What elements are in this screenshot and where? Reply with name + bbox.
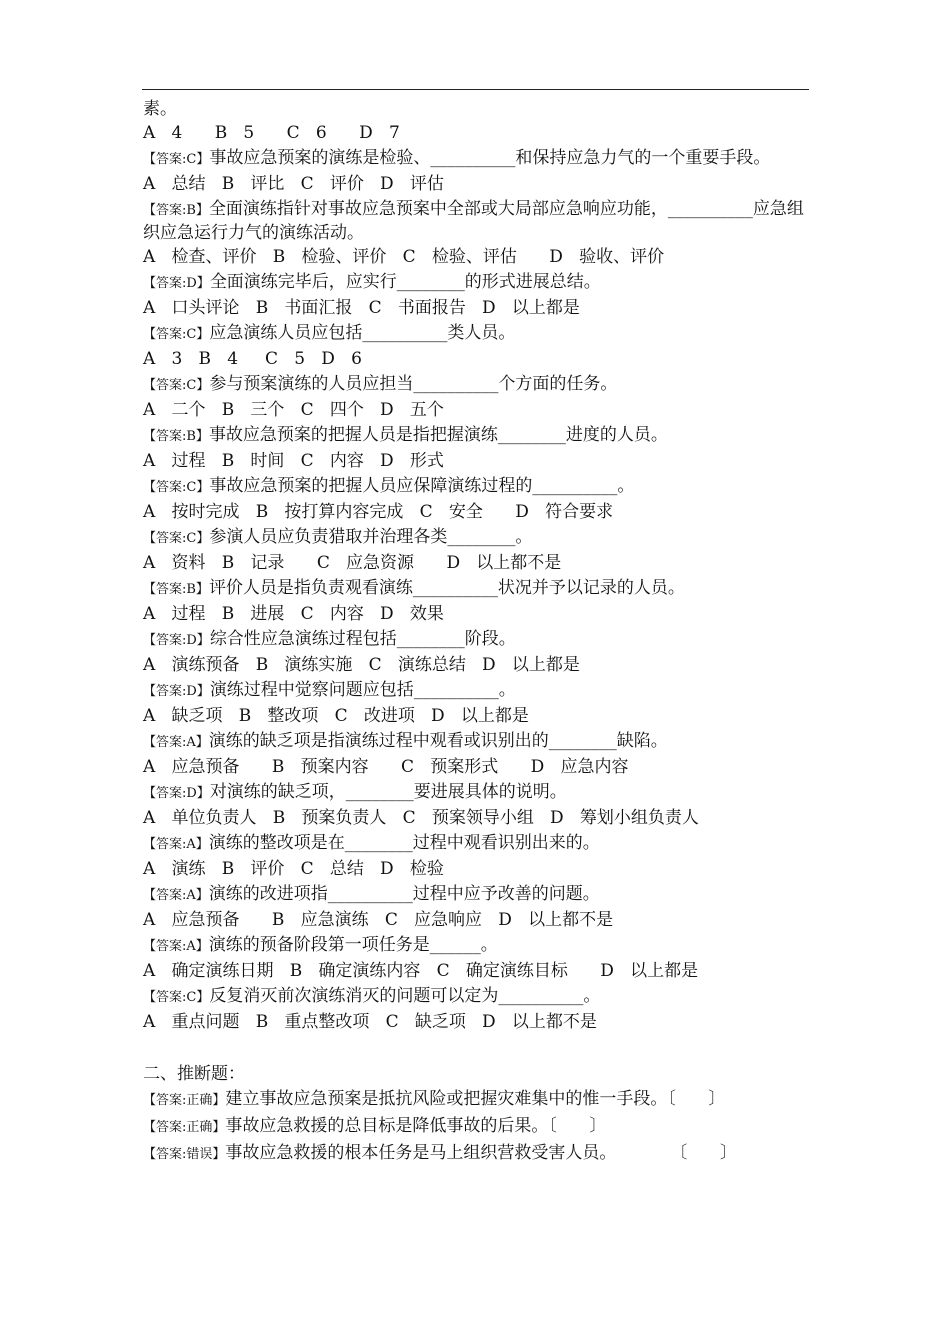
question-text: 参与预案演练的人员应担当__________个方面的任务。 xyxy=(209,374,618,394)
answer-tag: 【答案:A】 xyxy=(143,939,209,954)
options-line: A 演练预备 B 演练实施 C 演练总结 D 以上都是 xyxy=(143,655,580,675)
options-line: A 检查、评价 B 检验、评价 C 检验、评估 D 验收、评价 xyxy=(143,247,665,267)
options-line: A 3 B 4 C 5 D 6 xyxy=(143,349,362,369)
true-false-list xyxy=(143,1088,809,1166)
question-item xyxy=(143,475,809,499)
statement-text: 建立事故应急预案是抵抗风险或把握灾难集中的惟一手段。〔 〕 xyxy=(225,1089,726,1109)
question-text: 演练的改进项指__________过程中应予改善的问题。 xyxy=(208,884,600,904)
options-line: A 口头评论 B 书面汇报 C 书面报告 D 以上都是 xyxy=(143,298,580,318)
question-list xyxy=(143,147,809,1033)
statement-text: 事故应急救援的根本任务是马上组织营救受害人员。 〔 〕 xyxy=(225,1143,737,1163)
answer-tag: 【答案:A】 xyxy=(143,837,209,852)
options-line: A 确定演练日期 B 确定演练内容 C 确定演练目标 D 以上都是 xyxy=(143,961,699,981)
question-text: 演练的缺乏项是指演练过程中观看或识别出的________缺陷。 xyxy=(208,731,668,751)
answer-tag: 【答案:C】 xyxy=(143,152,210,167)
question-text: 评价人员是指负责观看演练__________状况并予以记录的人员。 xyxy=(208,578,685,598)
section-title: 二、推断题： xyxy=(143,1064,245,1084)
options-line: A 应急预备 B 预案内容 C 预案形式 D 应急内容 xyxy=(143,757,629,777)
answer-tag: 【答案:B】 xyxy=(143,203,209,218)
options-line: A 按时完成 B 按打算内容完成 C 安全 D 符合要求 xyxy=(143,502,614,522)
question-text: 全面演练指针对事故应急预案中全部或大局部应急响应功能，__________应急组织应急运行力气的演练活动。 xyxy=(143,199,804,243)
options-line: A 单位负责人 B 预案负责人 C 预案领导小组 D 筹划小组负责人 xyxy=(143,808,699,828)
answer-tag: 【答案:B】 xyxy=(143,429,209,444)
options-line: A 应急预备 B 应急演练 C 应急响应 D 以上都不是 xyxy=(143,910,614,930)
question-text: 事故应急预案的演练是检验、__________和保持应急力气的一个重要手段。 xyxy=(209,148,771,168)
options-line: A 缺乏项 B 整改项 C 改进项 D 以上都是 xyxy=(143,706,529,726)
question-item xyxy=(143,577,809,601)
question-text: 演练的预备阶段第一项任务是______。 xyxy=(208,935,498,955)
answer-tag: 【答案:D】 xyxy=(143,633,210,648)
options-line: A 过程 B 时间 C 内容 D 形式 xyxy=(143,451,444,471)
answer-tag: 【答案:A】 xyxy=(143,735,209,750)
question-item xyxy=(143,373,809,397)
true-false-item xyxy=(143,1088,809,1112)
question-text: 参演人员应负责猎取并治理各类________。 xyxy=(209,527,533,547)
question-item xyxy=(143,424,809,448)
question-item xyxy=(143,730,809,754)
header-rule xyxy=(142,89,809,90)
question-item xyxy=(143,679,809,703)
options-line: A 重点问题 B 重点整改项 C 缺乏项 D 以上都不是 xyxy=(143,1012,597,1032)
question-text: 演练的整改项是在________过程中观看识别出来的。 xyxy=(208,833,600,853)
question-text: 应急演练人员应包括__________类人员。 xyxy=(209,323,516,343)
question-item xyxy=(143,934,809,958)
answer-tag: 【答案:B】 xyxy=(143,582,209,597)
answer-tag: 【答案:C】 xyxy=(143,480,210,495)
question-text: 综合性应急演练过程包括________阶段。 xyxy=(209,629,516,649)
answer-tag: 【答案:D】 xyxy=(143,684,210,699)
true-false-item xyxy=(143,1115,809,1139)
answer-tag: 【答案:D】 xyxy=(143,786,210,801)
question-item xyxy=(143,271,809,295)
answer-tag: 【答案:C】 xyxy=(143,990,210,1005)
answer-tag: 【答案:正确】 xyxy=(143,1093,226,1108)
question-item xyxy=(143,781,809,805)
answer-tag: 【答案:A】 xyxy=(143,888,209,903)
answer-tag: 【答案:正确】 xyxy=(143,1120,226,1135)
question-item xyxy=(143,526,809,550)
answer-tag: 【答案:C】 xyxy=(143,327,210,342)
statement-text: 事故应急救援的总目标是降低事故的后果。〔 〕 xyxy=(225,1116,607,1136)
question-text: 事故应急预案的把握人员是指把握演练________进度的人员。 xyxy=(208,425,668,445)
question-text: 演练过程中觉察问题应包括__________。 xyxy=(209,680,516,700)
question-item xyxy=(143,198,809,244)
question-item xyxy=(143,985,809,1009)
question-fragment: 素。 xyxy=(143,99,177,119)
answer-tag: 【答案:C】 xyxy=(143,378,210,393)
options-line: A 总结 B 评比 C 评价 D 评估 xyxy=(143,174,444,194)
true-false-item xyxy=(143,1142,809,1166)
question-item xyxy=(143,628,809,652)
options-line: A 过程 B 进展 C 内容 D 效果 xyxy=(143,604,444,624)
question-text: 全面演练完毕后，应实行________的形式进展总结。 xyxy=(209,272,601,292)
question-text: 事故应急预案的把握人员应保障演练过程的__________。 xyxy=(209,476,635,496)
question-item xyxy=(143,322,809,346)
answer-tag: 【答案:C】 xyxy=(143,531,210,546)
question-item xyxy=(143,832,809,856)
options-line: A 资料 B 记录 C 应急资源 D 以上都不是 xyxy=(143,553,562,573)
document-body xyxy=(143,98,809,1166)
options-line: A 二个 B 三个 C 四个 D 五个 xyxy=(143,400,444,420)
question-text: 对演练的缺乏项，________要进展具体的说明。 xyxy=(209,782,567,802)
question-item xyxy=(143,883,809,907)
question-item xyxy=(143,147,809,171)
options-line: A 演练 B 评价 C 总结 D 检验 xyxy=(143,859,444,879)
answer-tag: 【答案:错误】 xyxy=(143,1147,226,1162)
question-text: 反复消灭前次演练消灭的问题可以定为__________。 xyxy=(209,986,601,1006)
answer-tag: 【答案:D】 xyxy=(143,276,210,291)
options-line: A 4 B 5 C 6 D 7 xyxy=(143,123,400,143)
